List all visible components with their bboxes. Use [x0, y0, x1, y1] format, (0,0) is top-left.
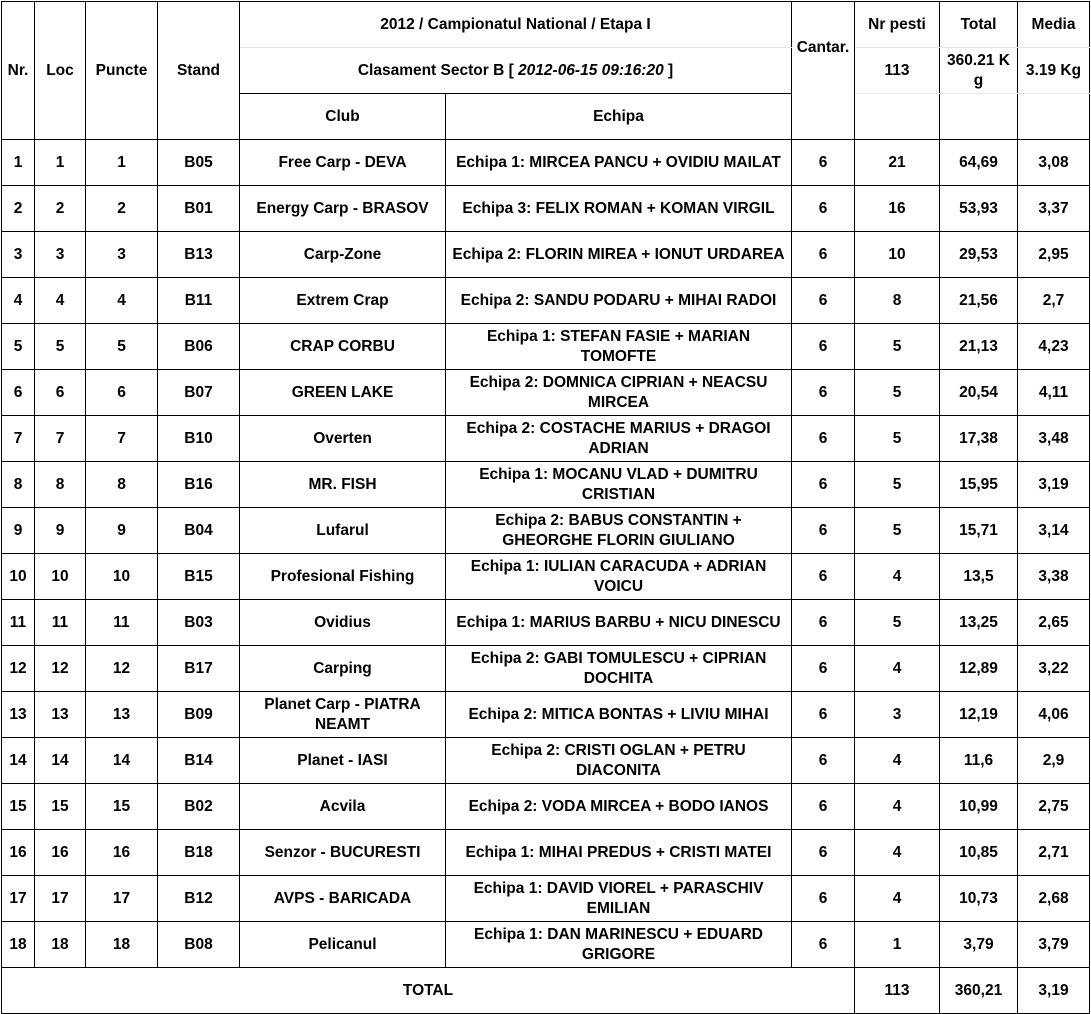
- table-row: [2, 922, 1090, 968]
- cell-media: 3,37: [1018, 186, 1090, 232]
- cell-puncte: 17: [86, 876, 158, 922]
- report-subtitle: [240, 48, 792, 94]
- cell-club: AVPS - BARICADA: [240, 876, 446, 922]
- cell-puncte: 5: [86, 324, 158, 370]
- cell-loc: 11: [35, 600, 86, 646]
- cell-media: 4,06: [1018, 692, 1090, 738]
- cell-loc: 15: [35, 784, 86, 830]
- cell-echipa: Echipa 2: CRISTI OGLAN + PETRU DIACONITA: [446, 738, 792, 784]
- cell-loc: 8: [35, 462, 86, 508]
- cell-echipa: Echipa 2: VODA MIRCEA + BODO IANOS: [446, 784, 792, 830]
- cell-puncte: 12: [86, 646, 158, 692]
- cell-club: Planet - IASI: [240, 738, 446, 784]
- cell-nr: 5: [2, 324, 35, 370]
- header-stand: Stand: [158, 2, 240, 140]
- cell-total: 11,6: [940, 738, 1018, 784]
- cell-nr: 15: [2, 784, 35, 830]
- table-row: [2, 554, 1090, 600]
- cell-echipa: Echipa 1: MIRCEA PANCU + OVIDIU MAILAT: [446, 140, 792, 186]
- cell-nr: 4: [2, 278, 35, 324]
- cell-nr: 9: [2, 508, 35, 554]
- cell-stand: B02: [158, 784, 240, 830]
- cell-loc: 3: [35, 232, 86, 278]
- cell-puncte: 2: [86, 186, 158, 232]
- header-total: Total: [940, 2, 1018, 48]
- cell-cantar: 6: [792, 692, 855, 738]
- cell-stand: B14: [158, 738, 240, 784]
- header-cantar: Cantar.: [792, 2, 855, 94]
- cell-cantar: 6: [792, 830, 855, 876]
- cell-loc: 2: [35, 186, 86, 232]
- subtitle-suffix: ]: [663, 61, 674, 79]
- total-label: TOTAL: [2, 968, 855, 1014]
- cell-nr: 13: [2, 692, 35, 738]
- cell-media: 3,22: [1018, 646, 1090, 692]
- cell-puncte: 3: [86, 232, 158, 278]
- cell-loc: 4: [35, 278, 86, 324]
- cell-stand: B03: [158, 600, 240, 646]
- cell-nr: 12: [2, 646, 35, 692]
- cell-echipa: Echipa 1: DAVID VIOREL + PARASCHIV EMILIAN: [446, 876, 792, 922]
- header-nr-pesti: Nr pesti: [855, 2, 940, 48]
- cell-loc: 6: [35, 370, 86, 416]
- cell-media: 3,08: [1018, 140, 1090, 186]
- cell-nr-pesti: 4: [855, 738, 940, 784]
- cell-media: 3,14: [1018, 508, 1090, 554]
- header-cantar-continued: [792, 94, 855, 140]
- cell-total: 15,95: [940, 462, 1018, 508]
- cell-nr-pesti: 4: [855, 554, 940, 600]
- cell-cantar: 6: [792, 416, 855, 462]
- header-puncte: Puncte: [86, 2, 158, 140]
- cell-echipa: Echipa 2: MITICA BONTAS + LIVIU MIHAI: [446, 692, 792, 738]
- cell-media: 2,75: [1018, 784, 1090, 830]
- cell-total: 13,5: [940, 554, 1018, 600]
- cell-total: 3,79: [940, 922, 1018, 968]
- cell-club: Carping: [240, 646, 446, 692]
- cell-club: Carp-Zone: [240, 232, 446, 278]
- cell-puncte: 16: [86, 830, 158, 876]
- cell-media: 3,48: [1018, 416, 1090, 462]
- standings-table: [1, 1, 1090, 1014]
- cell-puncte: 8: [86, 462, 158, 508]
- cell-loc: 12: [35, 646, 86, 692]
- cell-puncte: 11: [86, 600, 158, 646]
- cell-stand: B08: [158, 922, 240, 968]
- header-club: Club: [240, 94, 446, 140]
- cell-nr-pesti: 5: [855, 462, 940, 508]
- cell-loc: 18: [35, 922, 86, 968]
- total-row: [2, 968, 1090, 1014]
- report-timestamp: 2012-06-15 09:16:20: [518, 61, 664, 79]
- cell-club: Free Carp - DEVA: [240, 140, 446, 186]
- cell-nr-pesti: 4: [855, 784, 940, 830]
- cell-club: Pelicanul: [240, 922, 446, 968]
- table-row: [2, 646, 1090, 692]
- cell-nr-pesti: 5: [855, 370, 940, 416]
- cell-puncte: 9: [86, 508, 158, 554]
- cell-club: Profesional Fishing: [240, 554, 446, 600]
- cell-cantar: 6: [792, 186, 855, 232]
- cell-total: 64,69: [940, 140, 1018, 186]
- cell-cantar: 6: [792, 876, 855, 922]
- cell-club: CRAP CORBU: [240, 324, 446, 370]
- cell-nr: 17: [2, 876, 35, 922]
- cell-nr: 14: [2, 738, 35, 784]
- cell-loc: 1: [35, 140, 86, 186]
- header-media: Media: [1018, 2, 1090, 48]
- cell-puncte: 15: [86, 784, 158, 830]
- cell-nr-pesti: 5: [855, 600, 940, 646]
- cell-echipa: Echipa 2: BABUS CONSTANTIN + GHEORGHE FLORIN GIULIANO: [446, 508, 792, 554]
- table-row: [2, 278, 1090, 324]
- cell-nr: 18: [2, 922, 35, 968]
- cell-loc: 5: [35, 324, 86, 370]
- cell-total: 13,25: [940, 600, 1018, 646]
- cell-total: 21,13: [940, 324, 1018, 370]
- cell-echipa: Echipa 2: GABI TOMULESCU + CIPRIAN DOCHITA: [446, 646, 792, 692]
- cell-club: Ovidius: [240, 600, 446, 646]
- cell-stand: B09: [158, 692, 240, 738]
- header-loc: Loc: [35, 2, 86, 140]
- cell-echipa: Echipa 1: MIHAI PREDUS + CRISTI MATEI: [446, 830, 792, 876]
- summary-media: 3.19 Kg: [1018, 48, 1090, 94]
- cell-echipa: Echipa 1: IULIAN CARACUDA + ADRIAN VOICU: [446, 554, 792, 600]
- header-row-title: [2, 2, 1090, 48]
- cell-nr-pesti: 5: [855, 416, 940, 462]
- table-row: [2, 876, 1090, 922]
- cell-stand: B13: [158, 232, 240, 278]
- cell-media: 4,23: [1018, 324, 1090, 370]
- cell-club: GREEN LAKE: [240, 370, 446, 416]
- cell-nr: 16: [2, 830, 35, 876]
- cell-nr-pesti: 8: [855, 278, 940, 324]
- cell-cantar: 6: [792, 738, 855, 784]
- total-nr-pesti: 113: [855, 968, 940, 1014]
- cell-stand: B05: [158, 140, 240, 186]
- cell-puncte: 7: [86, 416, 158, 462]
- cell-total: 10,73: [940, 876, 1018, 922]
- cell-total: 15,71: [940, 508, 1018, 554]
- table-row: [2, 738, 1090, 784]
- table-row: [2, 508, 1090, 554]
- header-echipa: Echipa: [446, 94, 792, 140]
- cell-echipa: Echipa 2: SANDU PODARU + MIHAI RADOI: [446, 278, 792, 324]
- cell-loc: 14: [35, 738, 86, 784]
- cell-media: 2,65: [1018, 600, 1090, 646]
- cell-nr-pesti: 4: [855, 830, 940, 876]
- cell-club: Extrem Crap: [240, 278, 446, 324]
- table-row: [2, 416, 1090, 462]
- cell-total: 21,56: [940, 278, 1018, 324]
- cell-loc: 16: [35, 830, 86, 876]
- cell-stand: B10: [158, 416, 240, 462]
- table-row: [2, 324, 1090, 370]
- cell-echipa: Echipa 3: FELIX ROMAN + KOMAN VIRGIL: [446, 186, 792, 232]
- table-row: [2, 784, 1090, 830]
- cell-cantar: 6: [792, 370, 855, 416]
- cell-puncte: 14: [86, 738, 158, 784]
- header-total-blank: [940, 94, 1018, 140]
- cell-nr: 3: [2, 232, 35, 278]
- cell-puncte: 1: [86, 140, 158, 186]
- table-row: [2, 186, 1090, 232]
- cell-nr: 2: [2, 186, 35, 232]
- cell-stand: B12: [158, 876, 240, 922]
- summary-nr-pesti: 113: [855, 48, 940, 94]
- cell-cantar: 6: [792, 140, 855, 186]
- cell-stand: B16: [158, 462, 240, 508]
- table-body: [2, 2, 1090, 140]
- cell-cantar: 6: [792, 278, 855, 324]
- cell-cantar: 6: [792, 324, 855, 370]
- cell-nr-pesti: 16: [855, 186, 940, 232]
- cell-cantar: 6: [792, 508, 855, 554]
- cell-cantar: 6: [792, 600, 855, 646]
- header-nr-pesti-blank: [855, 94, 940, 140]
- cell-media: 3,38: [1018, 554, 1090, 600]
- cell-echipa: Echipa 2: DOMNICA CIPRIAN + NEACSU MIRCEA: [446, 370, 792, 416]
- cell-media: 2,7: [1018, 278, 1090, 324]
- cell-cantar: 6: [792, 784, 855, 830]
- cell-total: 10,85: [940, 830, 1018, 876]
- table-row: [2, 462, 1090, 508]
- cell-stand: B06: [158, 324, 240, 370]
- table-row: [2, 830, 1090, 876]
- cell-stand: B04: [158, 508, 240, 554]
- cell-nr-pesti: 3: [855, 692, 940, 738]
- cell-loc: 13: [35, 692, 86, 738]
- cell-cantar: 6: [792, 232, 855, 278]
- table-row: [2, 600, 1090, 646]
- cell-stand: B07: [158, 370, 240, 416]
- cell-club: Overten: [240, 416, 446, 462]
- header-nr: Nr.: [2, 2, 35, 140]
- cell-nr-pesti: 10: [855, 232, 940, 278]
- cell-club: Energy Carp - BRASOV: [240, 186, 446, 232]
- cell-total: 53,93: [940, 186, 1018, 232]
- cell-stand: B18: [158, 830, 240, 876]
- cell-cantar: 6: [792, 554, 855, 600]
- cell-nr-pesti: 5: [855, 508, 940, 554]
- cell-club: Acvila: [240, 784, 446, 830]
- cell-echipa: Echipa 1: DAN MARINESCU + EDUARD GRIGORE: [446, 922, 792, 968]
- table-row: [2, 140, 1090, 186]
- cell-club: MR. FISH: [240, 462, 446, 508]
- table-row: [2, 692, 1090, 738]
- total-weight: 360,21: [940, 968, 1018, 1014]
- cell-echipa: Echipa 1: MOCANU VLAD + DUMITRU CRISTIAN: [446, 462, 792, 508]
- cell-media: 4,11: [1018, 370, 1090, 416]
- cell-loc: 7: [35, 416, 86, 462]
- cell-echipa: Echipa 1: MARIUS BARBU + NICU DINESCU: [446, 600, 792, 646]
- total-media: 3,19: [1018, 968, 1090, 1014]
- cell-puncte: 6: [86, 370, 158, 416]
- cell-club: Planet Carp - PIATRA NEAMT: [240, 692, 446, 738]
- cell-stand: B01: [158, 186, 240, 232]
- cell-nr-pesti: 21: [855, 140, 940, 186]
- subtitle-prefix: Clasament Sector B [: [357, 61, 519, 79]
- cell-echipa: Echipa 2: FLORIN MIREA + IONUT URDAREA: [446, 232, 792, 278]
- cell-media: 3,79: [1018, 922, 1090, 968]
- cell-club: Lufarul: [240, 508, 446, 554]
- summary-total: 360.21 K g: [940, 48, 1018, 94]
- cell-media: 2,71: [1018, 830, 1090, 876]
- cell-loc: 10: [35, 554, 86, 600]
- cell-nr: 11: [2, 600, 35, 646]
- cell-echipa: Echipa 2: COSTACHE MARIUS + DRAGOI ADRIAN: [446, 416, 792, 462]
- cell-echipa: Echipa 1: STEFAN FASIE + MARIAN TOMOFTE: [446, 324, 792, 370]
- cell-nr: 6: [2, 370, 35, 416]
- cell-nr: 10: [2, 554, 35, 600]
- cell-cantar: 6: [792, 922, 855, 968]
- cell-media: 2,95: [1018, 232, 1090, 278]
- cell-puncte: 18: [86, 922, 158, 968]
- cell-total: 10,99: [940, 784, 1018, 830]
- cell-nr-pesti: 5: [855, 324, 940, 370]
- table-row: [2, 370, 1090, 416]
- cell-nr: 1: [2, 140, 35, 186]
- cell-nr-pesti: 4: [855, 876, 940, 922]
- data-body: [2, 140, 1090, 968]
- cell-nr: 8: [2, 462, 35, 508]
- cell-total: 12,89: [940, 646, 1018, 692]
- cell-cantar: 6: [792, 462, 855, 508]
- cell-club: Senzor - BUCURESTI: [240, 830, 446, 876]
- cell-media: 3,19: [1018, 462, 1090, 508]
- cell-nr: 7: [2, 416, 35, 462]
- cell-nr-pesti: 1: [855, 922, 940, 968]
- cell-nr-pesti: 4: [855, 646, 940, 692]
- cell-loc: 9: [35, 508, 86, 554]
- cell-puncte: 4: [86, 278, 158, 324]
- header-media-blank: [1018, 94, 1090, 140]
- report-title: 2012 / Campionatul National / Etapa I: [240, 2, 792, 48]
- cell-puncte: 13: [86, 692, 158, 738]
- cell-stand: B17: [158, 646, 240, 692]
- cell-total: 17,38: [940, 416, 1018, 462]
- cell-total: 20,54: [940, 370, 1018, 416]
- cell-media: 2,68: [1018, 876, 1090, 922]
- cell-stand: B15: [158, 554, 240, 600]
- cell-total: 12,19: [940, 692, 1018, 738]
- cell-loc: 17: [35, 876, 86, 922]
- cell-puncte: 10: [86, 554, 158, 600]
- table-row: [2, 232, 1090, 278]
- cell-total: 29,53: [940, 232, 1018, 278]
- cell-media: 2,9: [1018, 738, 1090, 784]
- cell-stand: B11: [158, 278, 240, 324]
- cell-cantar: 6: [792, 646, 855, 692]
- footer-body: [2, 968, 1090, 1014]
